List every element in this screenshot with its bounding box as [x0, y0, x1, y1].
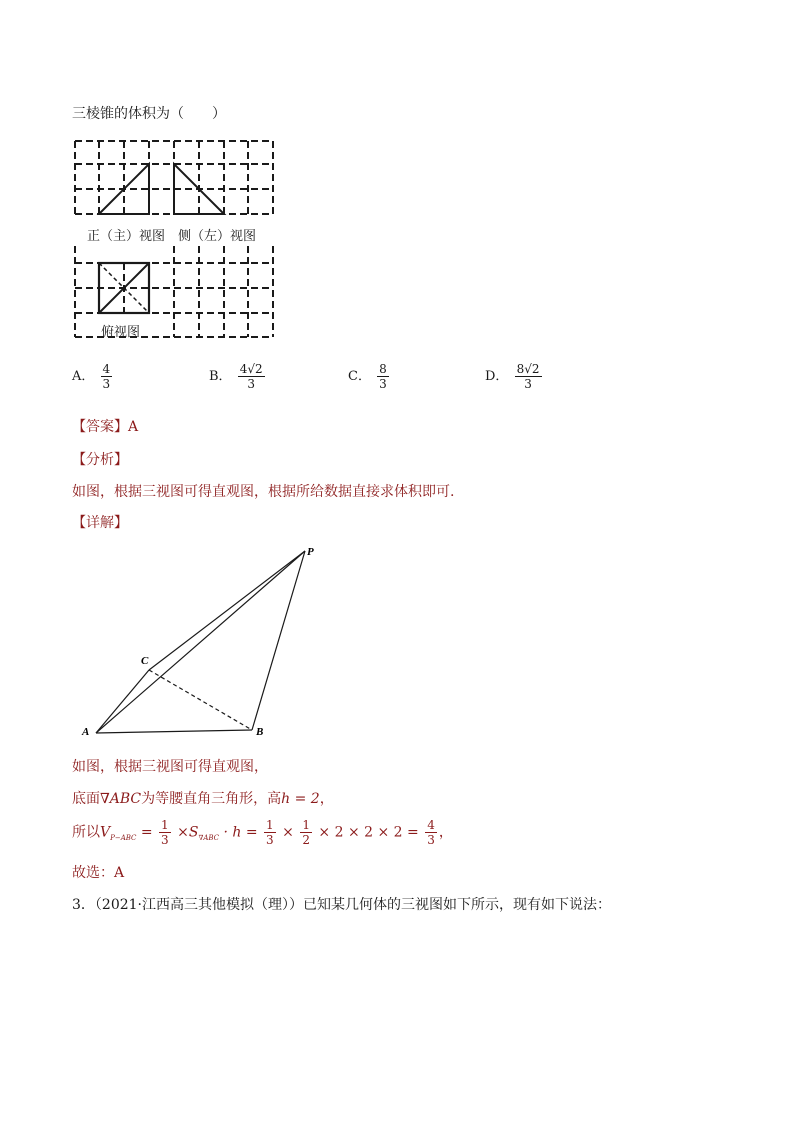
- edge-pa: [96, 551, 305, 733]
- frac-third2-num: 1: [266, 818, 274, 832]
- front-view-label: 正（主）视图: [87, 229, 166, 244]
- line2-mid: 为等腰直角三角形，高: [141, 791, 282, 807]
- option-d-den: 3: [524, 377, 532, 391]
- line3-v-sub: P−ABC: [110, 833, 137, 842]
- option-a[interactable]: [72, 362, 114, 391]
- option-c-den: 3: [379, 377, 387, 391]
- line2-triangle: ∇ABC: [100, 791, 142, 807]
- option-c[interactable]: [348, 362, 391, 391]
- point-a-label: A: [82, 726, 90, 738]
- conclusion: 故选：A: [72, 865, 125, 881]
- option-d[interactable]: [485, 362, 544, 391]
- answer-tag: 【答案】: [72, 419, 128, 435]
- side-view-label: 侧（左）视图: [178, 229, 257, 244]
- line2-end: ，: [319, 791, 334, 807]
- line3-pre: 所以: [72, 824, 100, 841]
- line3-h: · h =: [223, 824, 258, 841]
- option-b-num: 4√2: [239, 362, 263, 376]
- top-view-label: 俯视图: [101, 325, 141, 340]
- option-d-num: 8√2: [516, 362, 540, 376]
- side-view-triangle: [174, 164, 224, 214]
- edge-pb: [252, 551, 305, 730]
- analysis-tag: 【分析】: [72, 452, 128, 468]
- line2-pre: 底面: [72, 791, 100, 807]
- option-b-den: 3: [247, 377, 255, 391]
- line3-tail: × 2 × 2 × 2 =: [318, 824, 419, 841]
- option-d-letter: D．: [485, 369, 509, 384]
- option-a-den: 3: [102, 377, 111, 391]
- frac-third2-den: 3: [266, 833, 274, 847]
- line3-end: ，: [438, 824, 453, 841]
- line2-eq: h = 2: [281, 791, 320, 807]
- frac-third-num: 1: [161, 818, 169, 832]
- analysis-text: 如图，根据三视图可得直观图，根据所给数据直接求体积即可.: [72, 484, 455, 500]
- detail-line-2: [72, 788, 334, 808]
- edge-ab: [96, 730, 252, 733]
- option-a-letter: A．: [72, 369, 95, 384]
- point-p-label: P: [307, 546, 314, 558]
- line3-s-sub: ∇ABC: [198, 833, 220, 842]
- edge-pc: [149, 551, 305, 670]
- line3-v: V: [100, 824, 111, 841]
- answer-value: A: [128, 419, 139, 435]
- option-a-num: 4: [102, 362, 111, 376]
- point-b-label: B: [256, 726, 264, 738]
- frac-result-num: 4: [427, 818, 435, 832]
- detail-line-3: 所以$V_{P-ABC}$ = $\frac{1}{3}$ $\times S_{\nabla ABC} \cdot h$ = $\frac{1}{3}$ × $\frac{1}{2}$ × 2 × 2 × 2 = $\frac{4}{3}$ ，: [72, 818, 453, 847]
- option-c-letter: C．: [348, 369, 371, 384]
- next-question: 3．（2021·江西高三其他模拟（理））已知某几何体的三视图如下所示，现有如下说法：: [72, 897, 611, 913]
- point-c-label: C: [141, 655, 149, 667]
- edge-bc-hidden: [149, 670, 252, 730]
- pyramid-figure: [78, 540, 328, 740]
- question-stem: 三棱锥的体积为（ ）: [72, 106, 226, 122]
- option-b[interactable]: [209, 362, 267, 391]
- edge-ac: [96, 670, 149, 733]
- answer-line: [72, 416, 138, 436]
- option-c-num: 8: [379, 362, 387, 376]
- option-b-letter: B．: [209, 369, 232, 384]
- frac-result-den: 3: [427, 833, 435, 847]
- detail-tag: 【详解】: [72, 515, 128, 531]
- frac-third-den: 3: [161, 833, 169, 847]
- detail-line-1: 如图，根据三视图可得直观图，: [72, 759, 268, 775]
- line3-s: S: [188, 824, 199, 841]
- frac-half-den: 2: [302, 833, 310, 847]
- frac-half-num: 1: [302, 818, 310, 832]
